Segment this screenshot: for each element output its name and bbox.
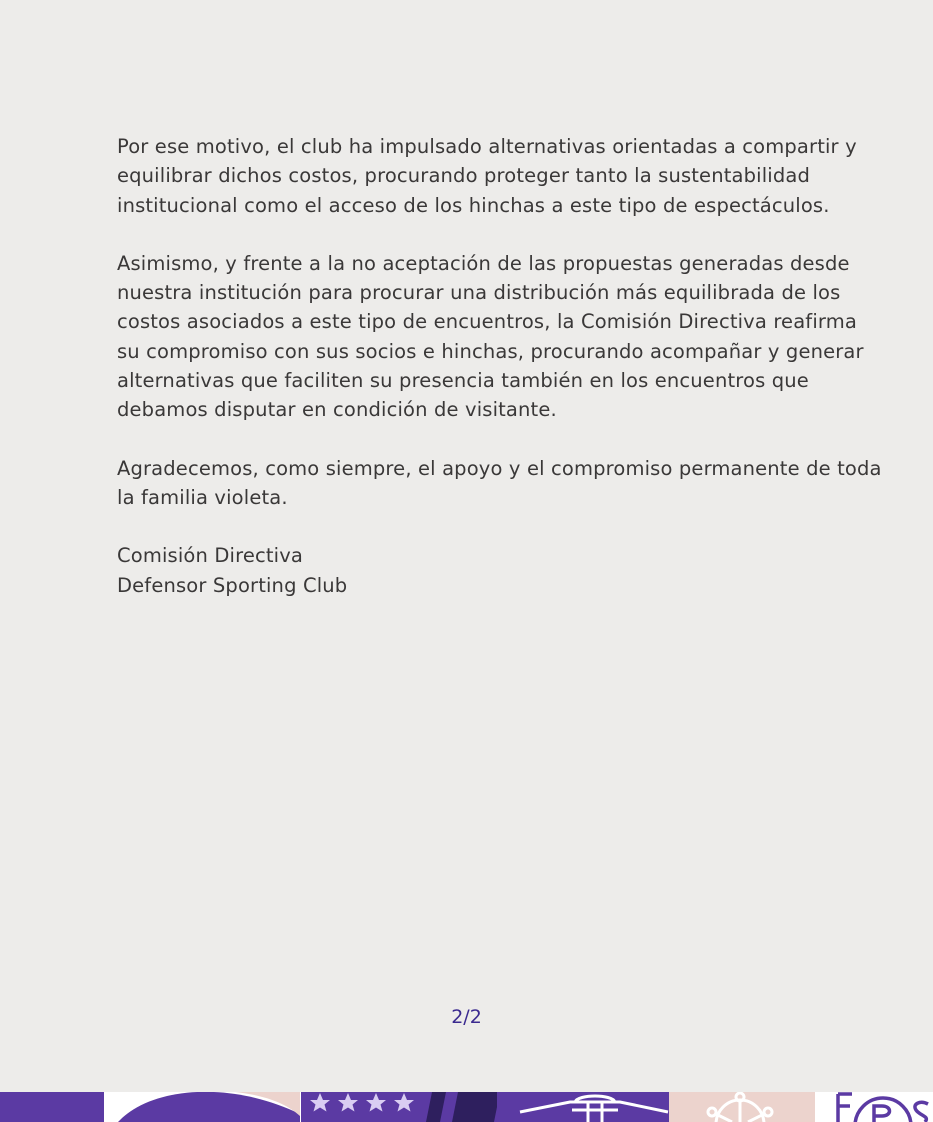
text-line: institucional como el acceso de los hinchas a este tipo de espectáculos. [117, 193, 830, 217]
decorative-footer-band [0, 1092, 933, 1122]
blush-block [669, 1092, 815, 1122]
signature-club: Defensor Sporting Club [117, 573, 348, 597]
text-line: Asimismo, y frente a la no aceptación de las propuestas generadas desde [117, 251, 850, 275]
paragraph-3 [117, 454, 882, 513]
text-line: la familia violeta. [117, 485, 288, 509]
text-line: debamos disputar en condición de visitante. [117, 398, 557, 422]
dark-stripe [452, 1092, 500, 1122]
text-line: Agradecemos, como siempre, el apoyo y el compromiso permanente de toda [117, 456, 882, 480]
text-line: nuestra institución para procurar una distribución más equilibrada de los [117, 281, 841, 305]
footer-pattern [0, 1092, 933, 1122]
page-number: 2/2 [451, 1006, 482, 1028]
paragraph-1 [117, 132, 857, 220]
signature-committee: Comisión Directiva [117, 544, 304, 568]
text-line: Por ese motivo, el club ha impulsado alternativas orientadas a compartir y [117, 135, 857, 158]
text-line: su compromiso con sus socios e hinchas, procurando acompañar y generar [117, 339, 864, 363]
text-line: equilibrar dichos costos, procurando proteger tanto la sustentabilidad [117, 164, 810, 188]
violet-block [0, 1092, 104, 1122]
paragraph-2 [117, 249, 864, 425]
letter-body [117, 132, 882, 600]
signature-block [117, 541, 837, 600]
text-line: alternativas que faciliten su presencia también en los encuentros que [117, 369, 809, 393]
text-line: costos asociados a este tipo de encuentros, la Comisión Directiva reafirma [117, 310, 857, 334]
